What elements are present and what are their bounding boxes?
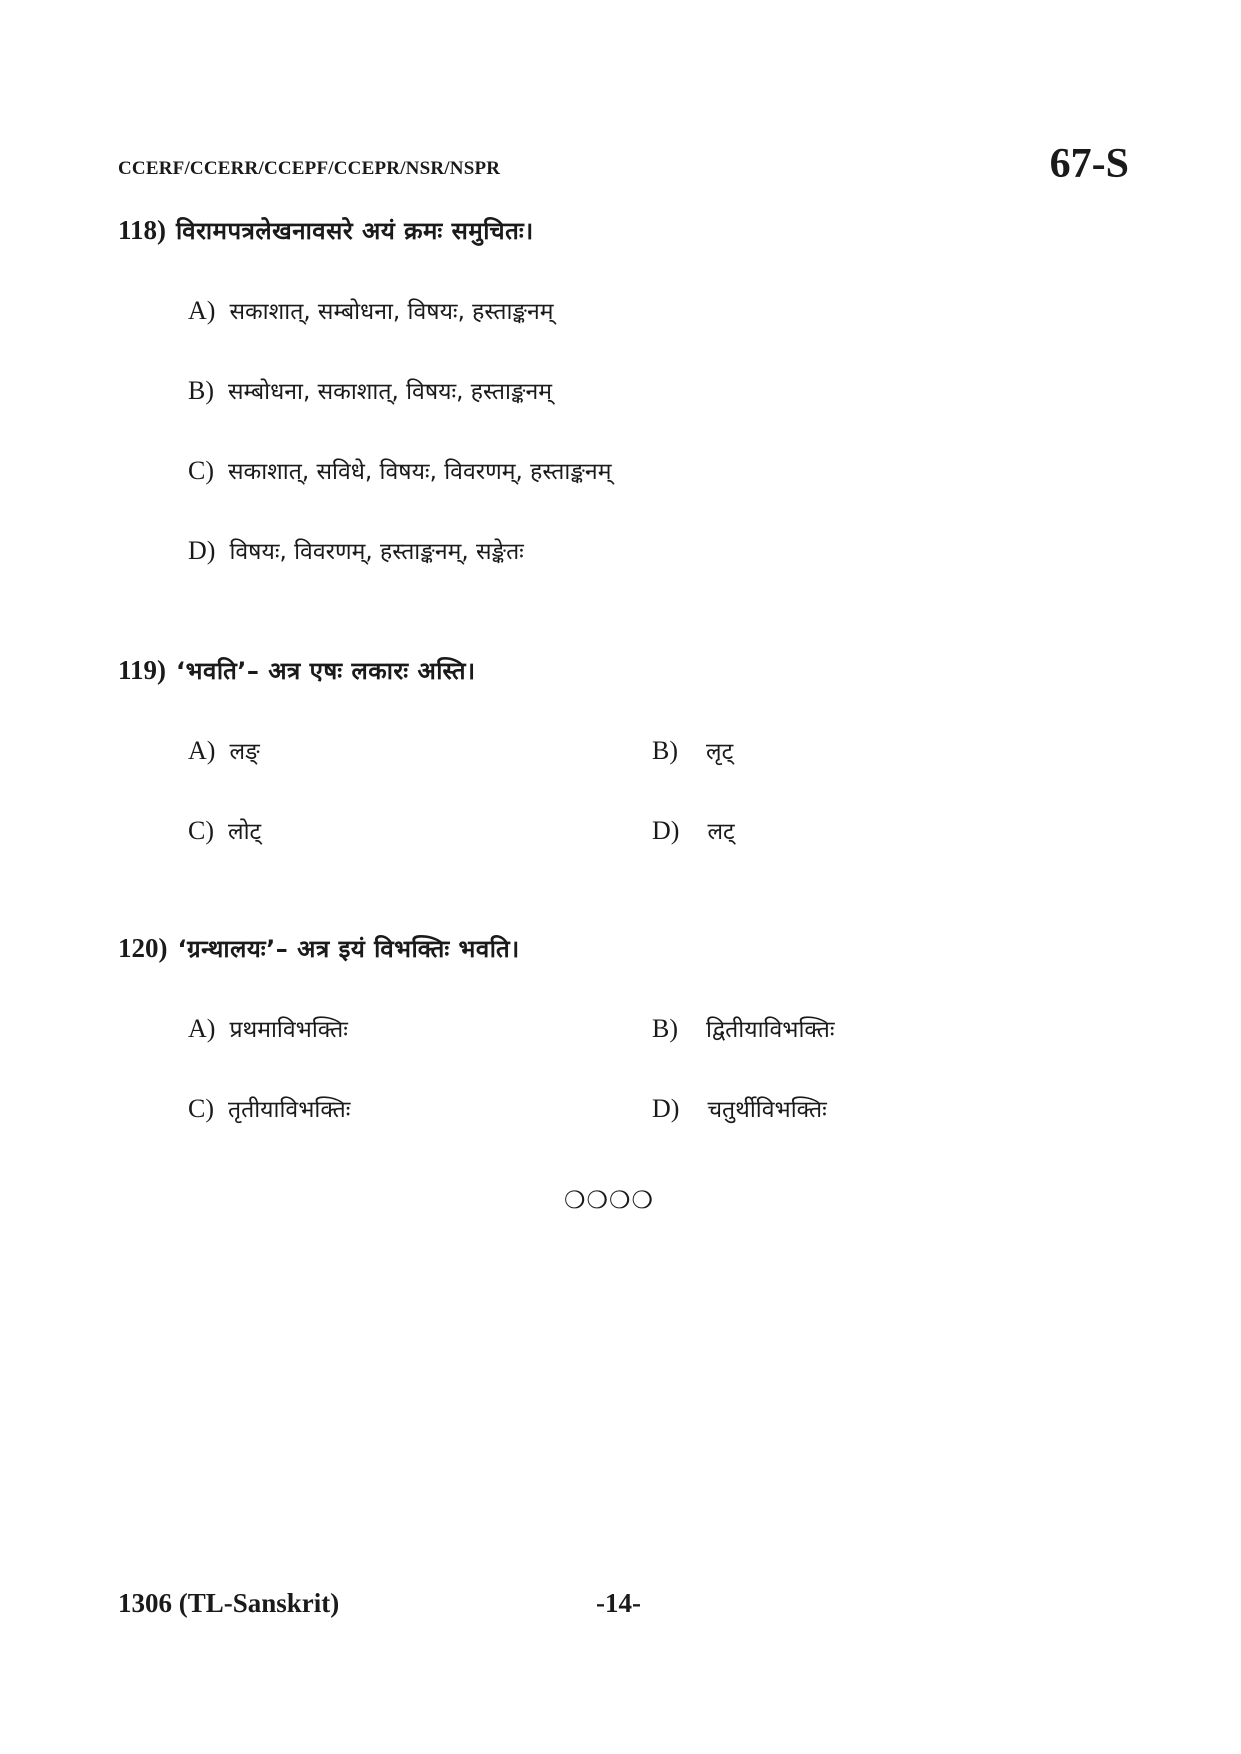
option-120-b: [652, 1012, 835, 1044]
question-119: [118, 654, 476, 687]
option-120-a: [188, 1012, 348, 1044]
option-text: लृट्: [706, 739, 734, 765]
option-text: सकाशात्, सविधे, विषयः, विवरणम्, हस्ताङ्कनम्: [228, 459, 612, 485]
option-120-d: [652, 1092, 827, 1124]
option-text: सम्बोधना, सकाशात्, विषयः, हस्ताङ्कनम्: [228, 379, 553, 405]
option-label: A): [188, 296, 216, 325]
paper-code: 67-S: [1049, 141, 1129, 187]
question-118: [118, 214, 534, 247]
option-label: C): [188, 1094, 214, 1123]
question-number: 120): [118, 933, 168, 963]
end-mark: ❍❍❍❍: [564, 1186, 655, 1214]
option-119-b: [652, 734, 733, 766]
option-label: B): [188, 376, 214, 405]
option-label: A): [188, 736, 216, 765]
footer-subject: 1306 (TL-Sanskrit): [118, 1588, 340, 1618]
option-label: D): [652, 1094, 680, 1123]
option-119-c: [188, 814, 261, 846]
question-number: 119): [118, 655, 167, 685]
option-label: D): [188, 536, 216, 565]
option-label: B): [652, 736, 678, 765]
option-118-b: [188, 374, 552, 406]
option-118-a: [188, 294, 554, 326]
option-text: लङ्: [229, 739, 260, 765]
option-text: लोट्: [228, 819, 262, 845]
option-118-d: [188, 534, 524, 566]
option-label: C): [188, 456, 214, 485]
question-text: ‘भवति’– अत्र एषः लकारः अस्ति।: [176, 657, 476, 685]
question-text: विरामपत्रलेखनावसरे अयं क्रमः समुचितः।: [176, 217, 534, 245]
option-text: प्रथमाविभक्तिः: [229, 1017, 348, 1043]
question-120: [118, 932, 520, 965]
option-text: सकाशात्, सम्बोधना, विषयः, हस्ताङ्कनम्: [229, 299, 554, 325]
option-label: D): [652, 816, 680, 845]
option-text: विषयः, विवरणम्, हस्ताङ्कनम्, सङ्केतः: [229, 539, 524, 565]
option-118-c: [188, 454, 611, 486]
option-text: लट्: [707, 819, 735, 845]
option-120-c: [188, 1092, 350, 1124]
option-text: द्वितीयाविभक्तिः: [706, 1017, 835, 1043]
option-label: C): [188, 816, 214, 845]
option-text: तृतीयाविभक्तिः: [228, 1097, 351, 1123]
question-text: ‘ग्रन्थालयः’– अत्र इयं विभक्तिः भवति।: [177, 935, 520, 963]
option-label: A): [188, 1014, 216, 1043]
footer-page-number: -14-: [596, 1588, 641, 1618]
option-119-a: [188, 734, 260, 766]
option-text: चतुर्थीविभक्तिः: [707, 1097, 827, 1123]
question-number: 118): [118, 215, 167, 245]
option-119-d: [652, 814, 735, 846]
header-code: CCERF/CCERR/CCEPF/CCEPR/NSR/NSPR: [118, 158, 501, 179]
option-label: B): [652, 1014, 678, 1043]
